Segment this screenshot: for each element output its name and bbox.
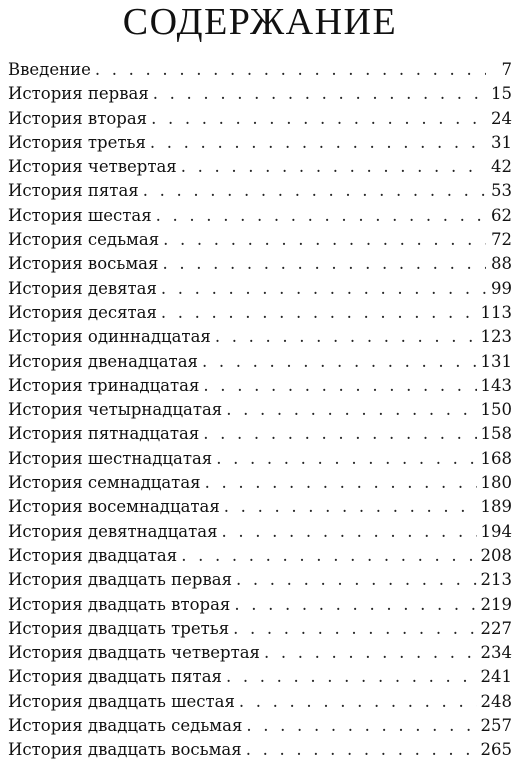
toc-entry-page-number: 168 (480, 448, 512, 468)
dot-leader (161, 277, 486, 301)
toc-entry[interactable] (8, 350, 512, 374)
toc-entry-page-number: 31 (491, 132, 512, 152)
toc-entry-page-number: 194 (480, 521, 512, 541)
toc-entry-title: История двадцать вторая (8, 594, 231, 614)
toc-entry-page-number: 158 (480, 424, 512, 444)
toc-entry-title: История четвертая (8, 157, 177, 177)
toc-entry-title: Введение (8, 60, 91, 79)
dot-leader (234, 593, 476, 617)
toc-entry-title: История шестая (8, 205, 152, 225)
toc-entry[interactable] (8, 447, 512, 471)
toc-entry-page-number: 241 (480, 667, 512, 687)
toc-entry-title: История третья (8, 132, 146, 152)
toc-entry-title: История тринадцатая (8, 375, 200, 395)
toc-entry-page-number: 208 (480, 545, 512, 565)
toc-entry-title: История десятая (8, 302, 157, 322)
dot-leader (216, 447, 476, 471)
toc-entry-title: История двадцать первая (8, 570, 233, 590)
toc-entry[interactable] (8, 617, 512, 641)
toc-entry-page-number: 123 (480, 327, 512, 347)
dot-leader (203, 374, 476, 398)
dot-leader (203, 422, 476, 446)
toc-entry[interactable] (8, 252, 512, 276)
toc-entry-title: История двадцать четвертая (8, 643, 260, 663)
toc-entry-title: История шестнадцатая (8, 448, 213, 468)
toc-entry-title: История девятнадцатая (8, 521, 218, 541)
dot-leader (226, 398, 476, 422)
toc-entry[interactable] (8, 422, 512, 446)
dot-leader (143, 179, 486, 203)
dot-leader (151, 107, 486, 131)
dot-leader (181, 544, 476, 568)
dot-leader (246, 738, 477, 762)
dot-leader (215, 325, 477, 349)
toc-entry-page-number: 180 (480, 473, 512, 493)
dot-leader (181, 155, 486, 179)
toc-entry[interactable] (8, 58, 512, 82)
dot-leader (264, 641, 477, 665)
toc-entry-title: История двадцать седьмая (8, 716, 243, 736)
toc-entry-title: История вторая (8, 108, 148, 128)
toc-entry[interactable] (8, 325, 512, 349)
dot-leader (246, 714, 476, 738)
dot-leader (153, 82, 486, 106)
toc-entry[interactable] (8, 495, 512, 519)
toc-entry-page-number: 113 (480, 302, 512, 322)
dot-leader (202, 350, 477, 374)
dot-leader (150, 131, 486, 155)
toc-entry[interactable] (8, 714, 512, 738)
toc-entry-title: История семнадцатая (8, 473, 201, 493)
toc-entry[interactable] (8, 738, 512, 762)
toc-entry-title: История одиннадцатая (8, 327, 211, 347)
toc-entry-title: История двадцать шестая (8, 691, 235, 711)
toc-entry-title: История первая (8, 84, 149, 104)
toc-entry-page-number: 7 (501, 60, 512, 79)
toc-entry-title: История двадцать пятая (8, 667, 222, 687)
toc-entry[interactable] (8, 641, 512, 665)
toc-entry[interactable] (8, 398, 512, 422)
toc-entry[interactable] (8, 593, 512, 617)
toc-entry[interactable] (8, 82, 512, 106)
toc-entry[interactable] (8, 301, 512, 325)
toc-entry-page-number: 99 (491, 278, 512, 298)
toc-entry-title: История девятая (8, 278, 157, 298)
toc-entry[interactable] (8, 520, 512, 544)
dot-leader (239, 690, 477, 714)
toc-entry[interactable] (8, 107, 512, 131)
toc-entry-title: История восемнадцатая (8, 497, 220, 517)
dot-leader (205, 471, 477, 495)
toc-entry-page-number: 248 (480, 691, 512, 711)
table-of-contents (8, 58, 512, 763)
toc-entry-page-number: 62 (491, 205, 512, 225)
dot-leader (163, 228, 486, 252)
toc-entry-title: История четырнадцатая (8, 400, 223, 420)
toc-entry[interactable] (8, 131, 512, 155)
toc-entry-title: История двенадцатая (8, 351, 198, 371)
toc-entry-page-number: 143 (480, 375, 512, 395)
toc-entry-page-number: 265 (480, 740, 512, 760)
toc-entry[interactable] (8, 690, 512, 714)
dot-leader (162, 252, 486, 276)
toc-entry-page-number: 219 (480, 594, 512, 614)
toc-entry-page-number: 88 (491, 254, 512, 274)
toc-entry-page-number: 257 (480, 716, 512, 736)
toc-entry-page-number: 189 (480, 497, 512, 517)
toc-entry-title: История пятнадцатая (8, 424, 200, 444)
toc-entry[interactable] (8, 544, 512, 568)
toc-entry-title: История двадцать восьмая (8, 740, 242, 760)
toc-entry-title: История пятая (8, 181, 139, 201)
toc-entry[interactable] (8, 155, 512, 179)
dot-leader (161, 301, 477, 325)
dot-leader (236, 568, 476, 592)
dot-leader (221, 520, 476, 544)
toc-entry-page-number: 150 (480, 400, 512, 420)
toc-entry-page-number: 24 (491, 108, 512, 128)
toc-entry[interactable] (8, 568, 512, 592)
toc-entry-page-number: 234 (480, 643, 512, 663)
toc-entry-title: История двадцать третья (8, 618, 230, 638)
toc-entry-page-number: 227 (480, 618, 512, 638)
dot-leader (233, 617, 476, 641)
dot-leader (224, 495, 477, 519)
dot-leader (156, 204, 486, 228)
page-title: СОДЕРЖАНИЕ (122, 1, 398, 43)
toc-entry[interactable] (8, 204, 512, 228)
dot-leader (226, 665, 477, 689)
toc-entry-page-number: 72 (491, 230, 512, 250)
toc-entry[interactable] (8, 277, 512, 301)
toc-entry[interactable] (8, 374, 512, 398)
toc-entry-title: История восьмая (8, 254, 159, 274)
toc-entry-page-number: 213 (480, 570, 512, 590)
toc-entry-page-number: 131 (480, 351, 512, 371)
toc-entry-title: История двадцатая (8, 545, 178, 565)
toc-entry-title: История седьмая (8, 230, 160, 250)
toc-entry-page-number: 42 (491, 157, 512, 177)
toc-entry-page-number: 53 (491, 181, 512, 201)
toc-entry[interactable] (8, 228, 512, 252)
toc-entry-page-number: 15 (491, 84, 512, 104)
toc-entry[interactable] (8, 179, 512, 203)
toc-entry[interactable] (8, 471, 512, 495)
dot-leader (95, 58, 486, 82)
toc-entry[interactable] (8, 665, 512, 689)
